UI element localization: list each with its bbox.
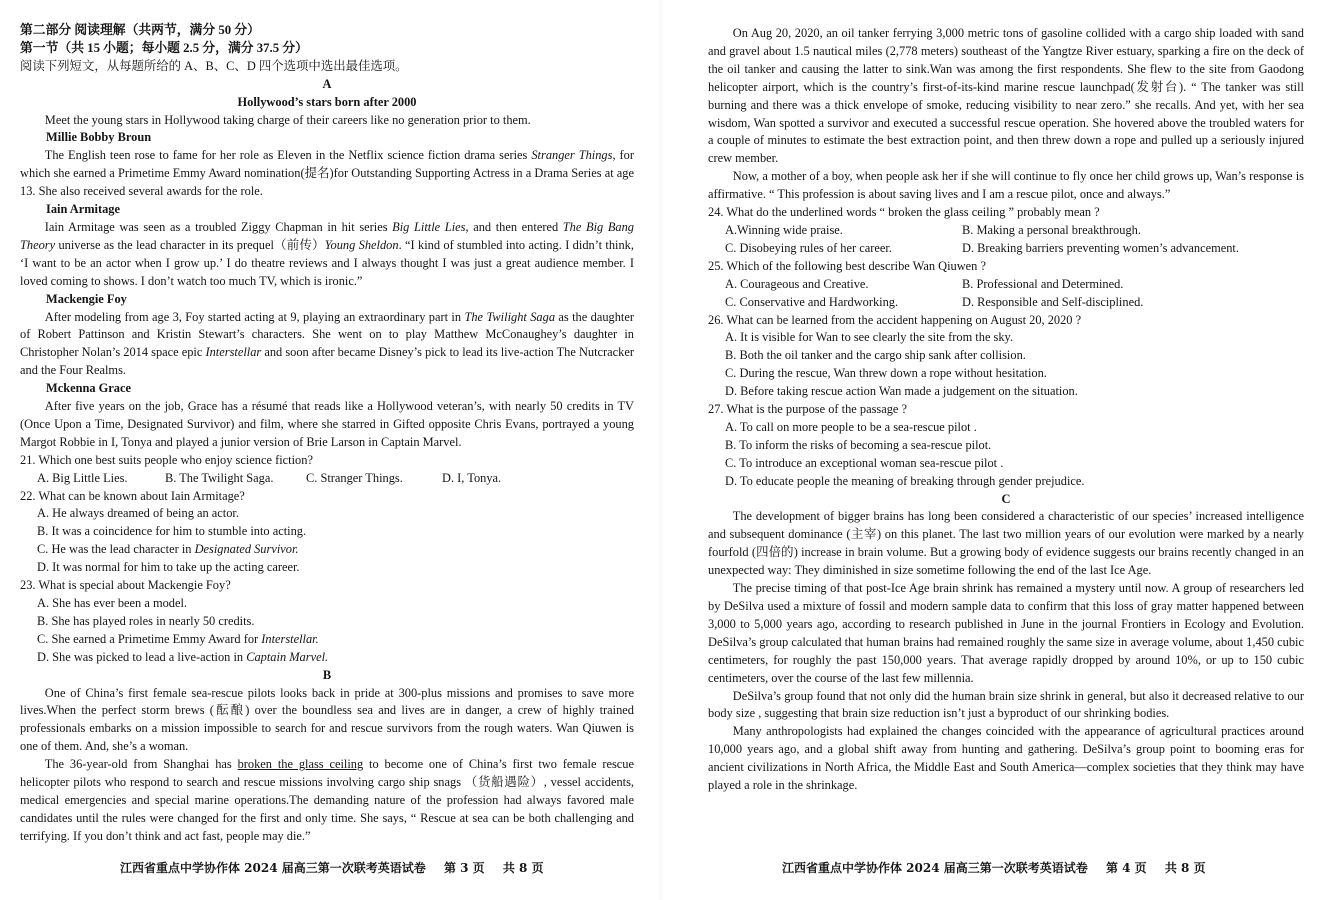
section-title: 第二部分 阅读理解（共两节，满分 50 分）	[20, 23, 260, 37]
star-name-3: Mackengie Foy	[46, 291, 127, 306]
star-name-4: Mckenna Grace	[46, 381, 131, 396]
italic-title: Interstellar	[205, 345, 262, 360]
option-25-b: B. Professional and Determined.	[962, 276, 1124, 291]
question-25-stem: 25. Which of the following best describe Wan Qiuwen ?	[708, 258, 986, 273]
passage-b-paragraph-2	[20, 756, 634, 846]
text-run: Iain Armitage was seen as a troubled Ziggy Chapman in hit series	[44, 219, 393, 234]
question-24-options-row-1	[725, 222, 1304, 240]
star-name-2: Iain Armitage	[46, 202, 120, 217]
italic-title: The Big Bang Theory	[20, 219, 634, 252]
subsection-title: 第一节（共 15 小题；每小题 2.5 分，满分 37.5 分）	[20, 40, 308, 55]
option-24-a: A.Winning wide praise.	[725, 222, 843, 237]
footer-page-number: 第 4 页	[1105, 861, 1147, 876]
question-24-options-row-2	[725, 240, 1304, 258]
italic-title: The Twilight Saga	[464, 309, 556, 324]
footer-total-pages: 共 8 页	[502, 861, 544, 876]
text-run: to become one of China’s first two female rescue helicopter pilots who respond to search and rescue missions involving cargo ship snags （货船遇险）, vessel accidents, medical emergencies and special marine operations.The demanding nature of the profession had always favored male candidates until the rules were changed for the first and only time. She says, “ Rescue at sea can be both challenging and terrifying. If you don’t think and act fast, people may die.”	[20, 757, 634, 843]
question-24-stem: 24. What do the underlined words “ broken the glass ceiling ” probably mean ?	[708, 205, 1100, 220]
passage-c-letter: C	[1001, 491, 1011, 506]
question-25-options-row-1	[725, 276, 1304, 294]
italic-title: Stranger Things	[531, 148, 613, 163]
star-paragraph-1	[20, 147, 634, 201]
option-25-c: C. Conservative and Hardworking.	[725, 294, 899, 309]
text-run: After modeling from age 3, Foy started acting at 9, playing an extraordinary part in	[44, 309, 465, 324]
option-26-a: A. It is visible for Wan to see clearly the site from the sky.	[725, 330, 1014, 345]
text-run: D. She was picked to lead a live-action in	[37, 649, 247, 664]
question-23-stem: 23. What is special about Mackengie Foy?	[20, 578, 231, 593]
passage-c-paragraph-1: The development of bigger brains has long been considered a characteristic of our species’ increased intelligence and subsequent dominance (主宰) on this planet. The last two million years of our evolution were marked by a nearly fourfold (四倍的) increase in brain volume. But a growing body of evidence suggests our brains recently changed in an unexpected way: They diminished in size sometime following the end of the last Ice Age.	[708, 509, 1304, 578]
page-footer	[782, 860, 1206, 878]
passage-c-paragraph-2: The precise timing of that post-Ice Age brain shrink has remained a mystery until now. A group of researchers led by DeSilva used a mixture of fossil and modern sample data to confirm that this loss of gray matter happened between 3,000 to 5,000 years ago, according to research published in June in the journal Frontiers in Ecology and Evolution. DeSilva’s group calculated that human brains had remained roughly the same size in average volume, about 1,450 cubic centimeters, for roughly the past 150,000 years. That average rapidly dropped by around 10%, or up to 150 cubic centimeters, over the course of the last few millennia.	[708, 581, 1304, 685]
page-footer	[120, 860, 544, 878]
footer-exam-name: 江西省重点中学协作体 2024 届高三第一次联考英语试卷	[120, 861, 426, 876]
option-22-c	[37, 541, 634, 559]
text-run: The English teen rose to fame for her role as Eleven in the Netflix science fiction drama series	[44, 148, 532, 163]
option-22-a: A. He always dreamed of being an actor.	[37, 506, 239, 521]
text-run: and soon after became Disney’s pick to lead its live-action The Nutcracker and the Four Realms.	[20, 345, 634, 378]
text-run: , and then entered	[465, 219, 563, 234]
italic-title: Designated Survivor.	[194, 542, 299, 557]
text-run: C. He was the lead character in	[37, 542, 195, 557]
passage-a-letter: A	[322, 76, 332, 91]
text-run: universe as the lead character in its prequel（前传）	[55, 237, 325, 252]
star-name-1: Millie Bobby Broun	[46, 130, 152, 145]
text-run: C. She earned a Primetime Emmy Award for	[37, 631, 262, 646]
option-27-b: B. To inform the risks of becoming a sea-rescue pilot.	[725, 437, 992, 452]
star-paragraph-3	[20, 309, 634, 381]
option-25-d: D. Responsible and Self-disciplined.	[962, 294, 1144, 309]
question-25-options-row-2	[725, 294, 1304, 312]
italic-title: Captain Marvel.	[246, 649, 329, 664]
option-27-d: D. To educate people the meaning of breaking through gender prejudice.	[725, 473, 1085, 488]
option-21-d: D. I, Tonya.	[442, 470, 502, 485]
passage-a-title: Hollywood’s stars born after 2000	[237, 94, 417, 109]
passage-b-paragraph-3: On Aug 20, 2020, an oil tanker ferrying 3,000 metric tons of gasoline collided with a cargo ship loaded with sand and gravel about 1.5 nautical miles (2,778 meters) southeast of the Yangtze River estuary, sparking a fire on the deck of the oil tanker and causing the latter to sink.Wan was among the first respondents. She flew to the site from Gaodong helicopter airport, which is the country’s first-of-its-kind marine rescue launchpad(发射台). “ The tanker was still burning and there was a thick envelope of smoke, reducing visibility to near zero.” she recalls. And yet, with her sea wisdom, Wan spotted a survivor and executed a successful rescue operation. She hovered above the troubled waters for a couple of minutes to estimate the best extraction point, and then threw down a rope and pulled up a seriously injured crew member.	[708, 26, 1304, 166]
text-run: as the daughter of Robert Pattinson and Kristin Stewart’s characters. She went on to play Matthew McConaughey’s daughter in Christopher Nolan’s 2014 space epic	[20, 309, 634, 360]
exam-page-3	[0, 0, 660, 900]
option-24-b: B. Making a personal breakthrough.	[962, 222, 1141, 237]
option-27-c: C. To introduce an exceptional woman sea-rescue pilot .	[725, 455, 1004, 470]
footer-exam-name: 江西省重点中学协作体 2024 届高三第一次联考英语试卷	[782, 861, 1088, 876]
instructions: 阅读下列短文，从每题所给的 A、B、C、D 四个选项中选出最佳选项。	[20, 58, 408, 73]
option-23-b: B. She has played roles in nearly 50 credits.	[37, 613, 255, 628]
option-24-d: D. Breaking barriers preventing women’s advancement.	[962, 240, 1239, 255]
underlined-phrase: broken the glass ceiling	[237, 757, 364, 772]
option-23-c	[37, 631, 634, 649]
option-22-d: D. It was normal for him to take up the acting career.	[37, 560, 300, 575]
option-26-b: B. Both the oil tanker and the cargo ship sank after collision.	[725, 348, 1026, 363]
italic-title: Interstellar.	[261, 631, 319, 646]
question-26-stem: 26. What can be learned from the accident happening on August 20, 2020 ?	[708, 312, 1082, 327]
option-21-b: B. The Twilight Saga.	[165, 470, 274, 485]
option-26-d: D. Before taking rescue action Wan made a judgement on the situation.	[725, 384, 1078, 399]
passage-a-intro: Meet the young stars in Hollywood taking charge of their careers like no generation prior to them.	[44, 112, 531, 127]
option-24-c: C. Disobeying rules of her career.	[725, 240, 892, 255]
footer-page-number: 第 3 页	[443, 861, 485, 876]
option-25-a: A. Courageous and Creative.	[725, 276, 869, 291]
star-paragraph-4: After five years on the job, Grace has a résumé that reads like a Hollywood veteran’s, with nearly 50 credits in TV (Once Upon a Time, Designated Survivor) and film, where she starred in Gifted opposite Chris Evans, portrayed a young Margot Robbie in I, Tonya and played a junior version of Brie Larson in Captain Marvel.	[20, 399, 634, 449]
italic-title: Big Little Lies	[392, 219, 466, 234]
text-run: The 36-year-old from Shanghai has	[44, 757, 238, 772]
exam-page-4	[662, 0, 1322, 900]
question-27-stem: 27. What is the purpose of the passage ?	[708, 402, 908, 417]
passage-b-letter: B	[322, 667, 332, 682]
option-23-d	[37, 649, 634, 667]
passage-b-paragraph-1: One of China’s first female sea-rescue pilots looks back in pride at 300-plus missions and promises to save more lives.When the perfect storm brews (酝酿) over the boundless sea and lives are in danger, a crew of highly trained professionals embarks on a mission impossible to search for and rescue survivors from the rough waters. Wan Qiuwen is one of them. And, she’s a woman.	[20, 685, 634, 754]
passage-b-paragraph-4: Now, a mother of a boy, when people ask her if she will continue to fly once her child grows up, Wan’s response is affirmative. “ This profession is about saving lives and I am a rescue pilot, once and always.”	[708, 169, 1304, 202]
option-22-b: B. It was a coincidence for him to stumble into acting.	[37, 524, 307, 539]
question-21-stem: 21. Which one best suits people who enjoy science fiction?	[20, 452, 313, 467]
star-paragraph-2	[20, 219, 634, 291]
question-21-options	[37, 470, 634, 488]
option-21-a: A. Big Little Lies.	[37, 470, 128, 485]
italic-title: Young Sheldon	[324, 237, 399, 252]
text-run: . “I kind of stumbled into acting. I didn’t think, ‘I want to be an actor when I grow up.’ I do theatre reviews and I always thought I was just a great audience member. I loved coming to shows. I don’t watch too much TV, which is ironic.”	[20, 237, 634, 288]
passage-c-paragraph-3: DeSilva’s group found that not only did the human brain size shrink in general, but also it decreased relative to our body size , suggesting that brain size reduction isn’t just a byproduct of our shrinking bodies.	[708, 688, 1304, 721]
option-27-a: A. To call on more people to be a sea-rescue pilot .	[725, 419, 977, 434]
footer-total-pages: 共 8 页	[1164, 861, 1206, 876]
passage-c-paragraph-4: Many anthropologists had explained the changes coincided with the appearance of agricultural practices around 10,000 years ago, and a global shift away from hunting and gathering. DeSilva’s group point to booming eras for ancient civilizations in North Africa, the Middle East and South America—complex societies that they think may have played a role in the shrinkage.	[708, 724, 1304, 793]
option-26-c: C. During the rescue, Wan threw down a rope without hesitation.	[725, 366, 1047, 381]
question-22-stem: 22. What can be known about Iain Armitage?	[20, 488, 245, 503]
text-run: , for which she earned a Primetime Emmy Award nomination(提名)for Outstanding Supporting Actress in a Drama Series at age 13. She also received several awards for the role.	[20, 148, 634, 199]
option-23-a: A. She has ever been a model.	[37, 596, 188, 610]
option-21-c: C. Stranger Things.	[306, 470, 403, 485]
